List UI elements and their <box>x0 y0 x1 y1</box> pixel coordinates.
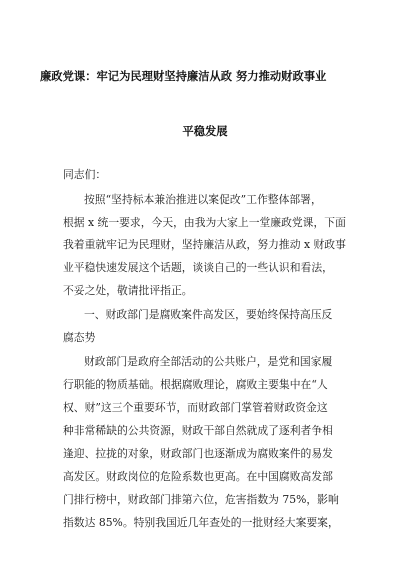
paragraph-line: 行职能的物质基础。根据腐败理论，腐败主要集中在“人 <box>63 378 328 391</box>
paragraph-line: 逢迎、拉拢的对象，财政部门也逐渐成为腐败案件的易发 <box>63 447 333 460</box>
section-heading-line: 一、财政部门是腐败案件高发区，要始终保持高压反 <box>84 308 333 321</box>
paragraph-line: 不妥之处，敬请批评指正。 <box>63 284 193 297</box>
document-title-continued: 平稳发展 <box>182 124 228 138</box>
paragraph-line: 我着重就牢记为民理财，坚持廉洁从政，努力推动 x 财政事 <box>63 238 346 251</box>
paragraph-line: 按照“坚持标本兼治推进以案促改”工作整体部署， <box>84 193 322 206</box>
paragraph-line: 高发区。财政岗位的危险系数也更高。在中国腐败高发部 <box>63 470 333 483</box>
section-heading-line: 腐态势 <box>63 331 96 344</box>
paragraph-line: 业平稳快速发展这个话题，谈谈自己的一些认识和看法， <box>63 261 333 274</box>
paragraph-line: 财政部门是政府全部活动的公共账户，是党和国家履 <box>84 355 333 368</box>
paragraph-line: 权、财”这三个重要环节，而财政部门掌管着财政资金这 <box>63 401 328 414</box>
paragraph-line: 根据 x 统一要求，今天，由我为大家上一堂廉政党课，下面 <box>63 216 346 229</box>
paragraph-line: 门排行榜中，财政部门排第六位，危害指数为 75%，影响 <box>63 493 339 506</box>
document-title: 廉政党课：牢记为民理财坚持廉洁从政 努力推动财政事业 <box>40 69 327 83</box>
greeting: 同志们： <box>63 168 107 181</box>
paragraph-line: 指数达 85%。特别我国近几年查处的一批财经大案要案， <box>63 516 339 529</box>
paragraph-line: 种非常稀缺的公共资源，财政干部自然就成了逐利者争相 <box>63 424 333 437</box>
